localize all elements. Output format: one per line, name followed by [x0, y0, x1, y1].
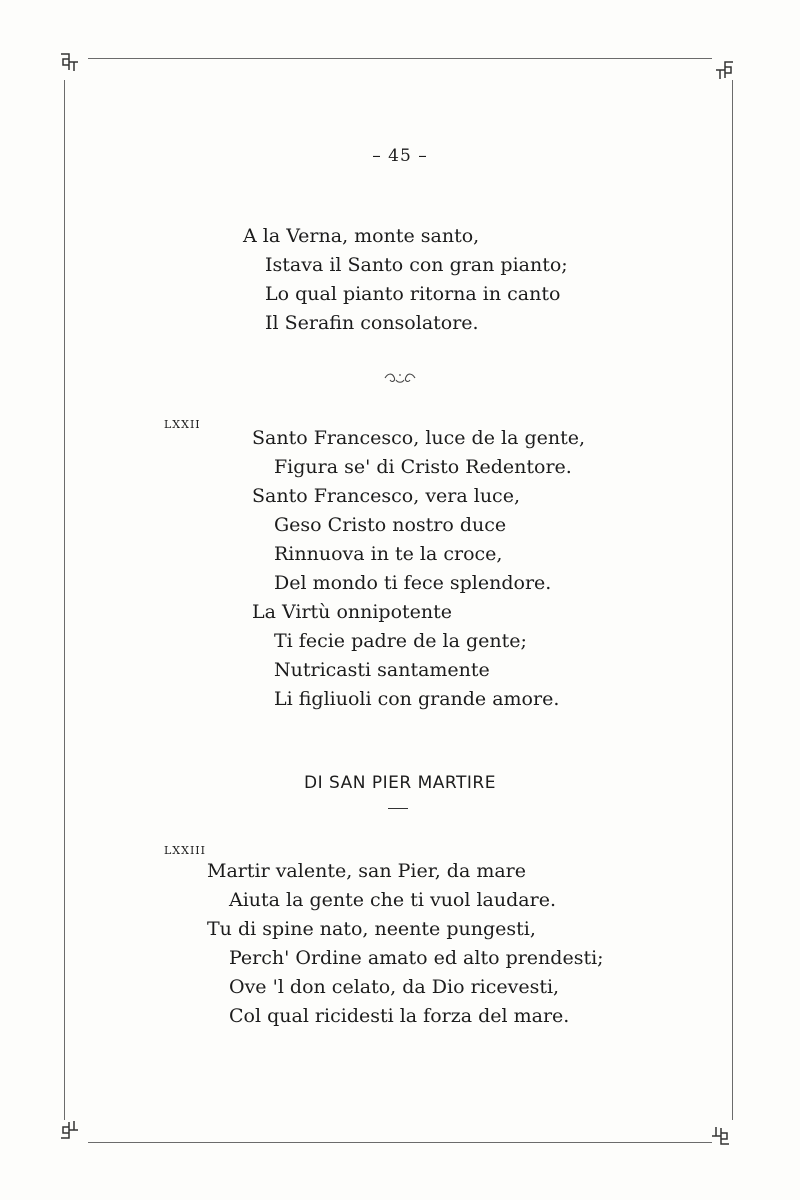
corner-ornament-icon — [58, 50, 82, 74]
frame-top-rule — [88, 58, 712, 59]
corner-ornament-icon — [58, 1118, 82, 1142]
verse-line: Nutricasti santamente — [274, 659, 490, 681]
verse-line: Aiuta la gente che ti vuol laudare. — [229, 889, 556, 911]
verse-line: Santo Francesco, vera luce, — [252, 485, 520, 507]
verse-line: Figura se' di Cristo Redentore. — [274, 456, 572, 478]
corner-ornament-icon — [712, 58, 736, 82]
page-number: – 45 – — [372, 146, 428, 166]
stanza-verna — [243, 222, 568, 338]
section-divider-ornament-icon — [383, 370, 417, 386]
frame-right-rule — [732, 80, 733, 1120]
section-numeral: LXXIII — [164, 844, 207, 857]
corner-ornament-icon — [708, 1124, 732, 1148]
verse-line: Rinnuova in te la croce, — [274, 543, 503, 565]
verse-line: Istava il Santo con gran pianto; — [265, 254, 568, 276]
verse-line: La Virtù onnipotente — [252, 601, 453, 623]
verse-line: Ove 'l don celato, da Dio ricevesti, — [229, 976, 560, 998]
verse-line: Li figliuoli con grande amore. — [274, 688, 560, 710]
verse-line: A la Verna, monte santo, — [243, 225, 480, 247]
verse-line: Martir valente, san Pier, da mare — [207, 860, 527, 882]
section-numeral: LXXII — [164, 418, 201, 431]
verse-line: Ti fecie padre de la gente; — [274, 630, 527, 652]
verse-line: Perch' Ordine amato ed alto prendesti; — [229, 947, 604, 969]
frame-left-rule — [64, 80, 65, 1120]
verse-line: Lo qual pianto ritorna in canto — [265, 283, 561, 305]
stanza-santo-francesco — [252, 424, 585, 714]
verse-line: Tu di spine nato, neente pungesti, — [207, 918, 536, 940]
verse-line: Geso Cristo nostro duce — [274, 514, 507, 536]
verse-line: Il Serafin consolatore. — [265, 312, 479, 334]
section-title: DI SAN PIER MARTIRE — [304, 773, 496, 793]
verse-line: Del mondo ti fece splendore. — [274, 572, 552, 594]
verse-line: Santo Francesco, luce de la gente, — [252, 427, 586, 449]
stanza-san-pier — [207, 857, 604, 1031]
verse-line: Col qual ricidesti la forza del mare. — [229, 1005, 570, 1027]
frame-bottom-rule — [88, 1142, 712, 1143]
title-rule — [388, 808, 408, 809]
